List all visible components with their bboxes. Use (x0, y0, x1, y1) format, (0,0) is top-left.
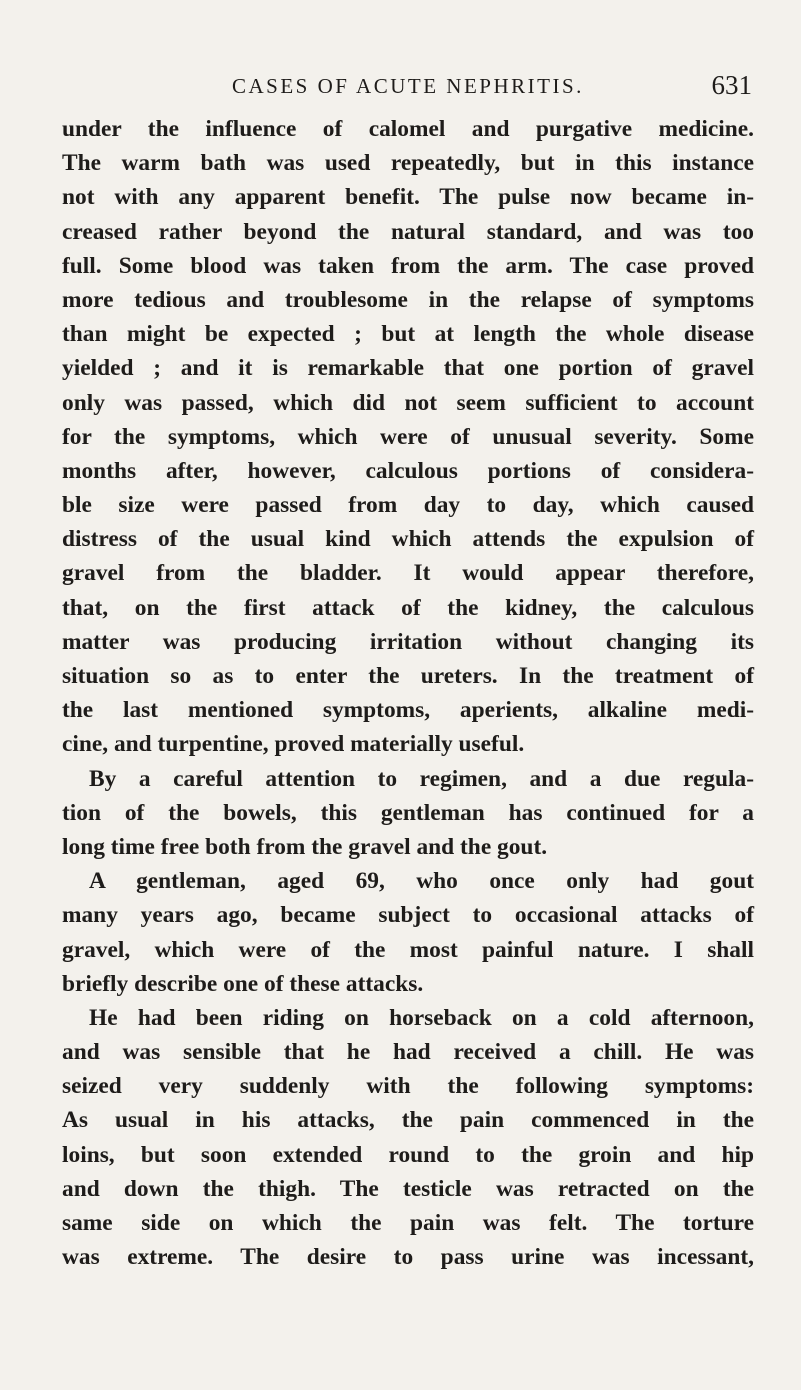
text-line: A gentleman, aged 69, who once only had gout (89, 868, 754, 895)
text-line: briefly describe one of these attacks. (62, 970, 424, 997)
body-text (62, 112, 754, 1274)
text-line: gravel from the bladder. It would appear therefore, (62, 560, 754, 587)
text-line: He had been riding on horseback on a cold afternoon, (89, 1004, 754, 1031)
text-line: By a careful attention to regimen, and a due regula- (89, 765, 754, 792)
text-line: under the influence of calomel and purgative medicine. (62, 116, 754, 142)
text-line: ble size were passed from day to day, which caused (62, 492, 754, 519)
text-line: distress of the usual kind which attends the expulsion of (62, 526, 754, 553)
text-line: long time free both from the gravel and the gout. (62, 833, 548, 860)
text-line: and was sensible that he had received a chill. He was (62, 1039, 754, 1066)
text-line: yielded ; and it is remarkable that one portion of gravel (62, 355, 754, 382)
text-line: full. Some blood was taken from the arm. The case proved (62, 252, 754, 279)
text-line: creased rather beyond the natural standard, and was too (62, 218, 754, 245)
text-line: gravel, which were of the most painful nature. I shall (62, 936, 754, 963)
page-number: 631 (711, 70, 752, 100)
text-line: seized very suddenly with the following symptoms: (62, 1073, 754, 1100)
text-line: many years ago, became subject to occasional attacks of (62, 902, 754, 929)
text-line: more tedious and troublesome in the relapse of symptoms (62, 286, 754, 313)
text-line: and down the thigh. The testicle was retracted on the (62, 1175, 754, 1202)
text-line: As usual in his attacks, the pain commenced in the (62, 1107, 754, 1134)
text-line: than might be expected ; but at length the whole disease (62, 321, 754, 348)
text-line: The warm bath was used repeatedly, but in this instance (62, 150, 754, 177)
text-line: for the symptoms, which were of unusual severity. Some (62, 423, 754, 450)
text-line: the last mentioned symptoms, aperients, alkaline medi- (62, 697, 754, 724)
text-line: situation so as to enter the ureters. In the treatment of (62, 663, 754, 689)
text-line: tion of the bowels, this gentleman has continued for a (62, 799, 754, 826)
text-line: matter was producing irritation without changing its (62, 628, 754, 655)
text-line: only was passed, which did not seem sufficient to account (62, 389, 754, 416)
text-line: loins, but soon extended round to the groin and hip (62, 1141, 754, 1168)
text-line: same side on which the pain was felt. The torture (62, 1210, 754, 1236)
text-line: cine, and turpentine, proved materially useful. (62, 731, 525, 758)
running-head-title: CASES OF ACUTE NEPHRITIS. (232, 74, 584, 98)
text-line: months after, however, calculous portions of considera- (62, 457, 754, 484)
text-line: not with any apparent benefit. The pulse now became in- (62, 184, 754, 211)
running-head (62, 70, 752, 114)
text-line: that, on the first attack of the kidney, the calculous (62, 594, 754, 621)
text-line: was extreme. The desire to pass urine was incessant, (62, 1244, 754, 1271)
